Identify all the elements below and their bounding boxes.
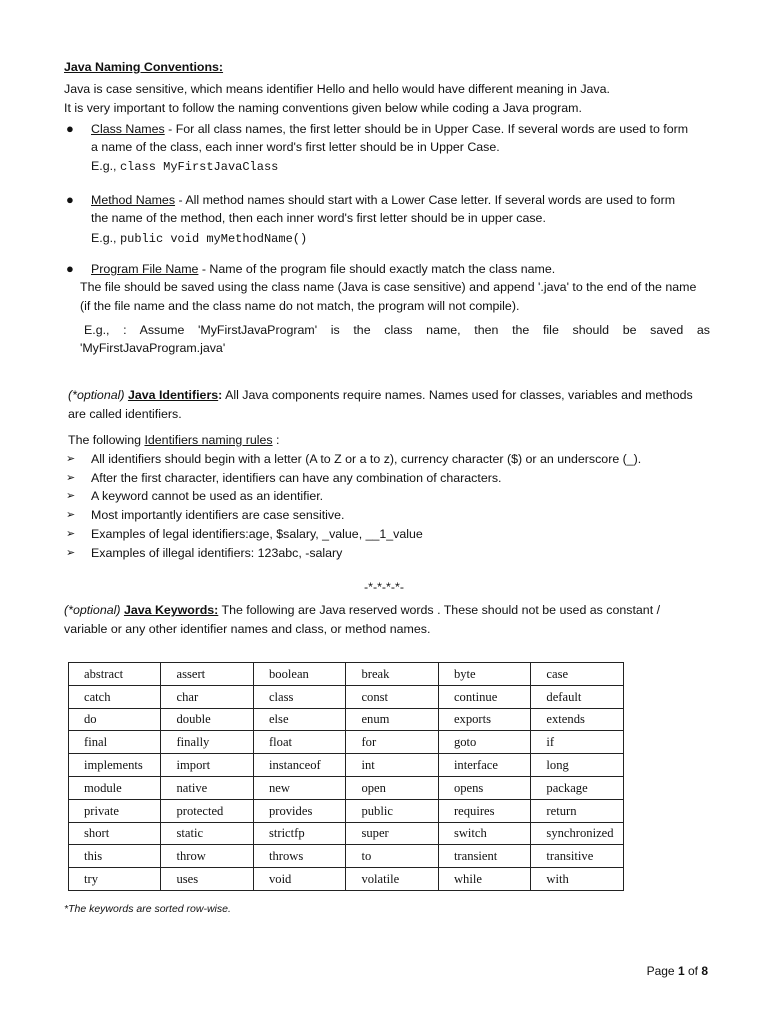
- identifiers-line-1: [68, 386, 718, 404]
- keywords-line-2: variable or any other identifier names and class, or method names.: [64, 622, 431, 636]
- table-cell: goto: [438, 731, 530, 754]
- table-row: [69, 822, 624, 845]
- table-cell: static: [161, 822, 253, 845]
- table-cell: assert: [161, 663, 253, 686]
- table-cell: boolean: [253, 663, 345, 686]
- rules-link: Identifiers naming rules: [144, 433, 273, 447]
- table-cell: open: [346, 776, 438, 799]
- table-row: [69, 754, 624, 777]
- rules-suffix: :: [272, 433, 280, 447]
- program-file-label: Program File Name: [91, 262, 199, 276]
- table-cell: case: [531, 663, 624, 686]
- identifiers-text: All Java components require names. Names used for classes, variables and methods: [222, 388, 693, 402]
- program-file-line-1: [91, 260, 721, 278]
- program-file-example-line-2: 'MyFirstJavaProgram.java': [80, 341, 226, 355]
- table-cell: abstract: [69, 663, 161, 686]
- keywords-line-1: [64, 601, 724, 619]
- table-cell: else: [253, 708, 345, 731]
- identifiers-colon: :: [218, 388, 223, 402]
- table-cell: char: [161, 685, 253, 708]
- intro-line-2: It is very important to follow the naming conventions given below while coding a Java program.: [64, 101, 582, 115]
- section-separator: -*-*-*-*-: [364, 580, 404, 594]
- table-cell: super: [346, 822, 438, 845]
- table-cell: default: [531, 685, 624, 708]
- table-cell: provides: [253, 799, 345, 822]
- table-cell: long: [531, 754, 624, 777]
- page-number: [600, 962, 708, 980]
- program-file-text: - Name of the program file should exactly match the class name.: [198, 262, 556, 276]
- bullet-icon: ●: [66, 192, 74, 207]
- table-cell: with: [531, 868, 624, 891]
- table-row: [69, 708, 624, 731]
- table-cell: catch: [69, 685, 161, 708]
- table-cell: uses: [161, 868, 253, 891]
- table-cell: to: [346, 845, 438, 868]
- rule-item: A keyword cannot be used as an identifier.: [91, 489, 324, 503]
- intro-line-1: Java is case sensitive, which means identifier Hello and hello would have different meaning in Java.: [64, 82, 610, 96]
- table-cell: this: [69, 845, 161, 868]
- class-names-line-2: a name of the class, each inner word's first letter should be in Upper Case.: [91, 140, 500, 154]
- method-names-code: public void myMethodName(): [119, 232, 308, 246]
- rule-item: Examples of illegal identifiers: 123abc, -salary: [91, 546, 343, 560]
- program-file-line-3: (if the file name and the class name do not match, the program will not compile).: [80, 299, 520, 313]
- table-cell: return: [531, 799, 624, 822]
- table-cell: throw: [161, 845, 253, 868]
- arrow-bullet-icon: ➢: [66, 490, 76, 502]
- method-names-line-1: [91, 191, 721, 209]
- keywords-text: The following are Java reserved words . These should not be used as constant /: [218, 603, 661, 617]
- table-cell: transient: [438, 845, 530, 868]
- table-cell: const: [346, 685, 438, 708]
- table-row: [69, 685, 624, 708]
- table-row: [69, 799, 624, 822]
- keywords-heading: Java Keywords:: [123, 603, 219, 617]
- method-names-line-2: the name of the method, then each inner word's first letter should be in upper case.: [91, 211, 546, 225]
- table-cell: package: [531, 776, 624, 799]
- page-title: Java Naming Conventions:: [64, 60, 224, 74]
- table-cell: transitive: [531, 845, 624, 868]
- rule-item: After the first character, identifiers can have any combination of characters.: [91, 471, 502, 485]
- method-names-label: Method Names: [91, 193, 176, 207]
- rule-item: Examples of legal identifiers:age, $salary, _value, __1_value: [91, 527, 423, 541]
- identifiers-optional: (*optional): [68, 388, 125, 402]
- table-cell: implements: [69, 754, 161, 777]
- table-cell: new: [253, 776, 345, 799]
- table-cell: volatile: [346, 868, 438, 891]
- keywords-footnote: *The keywords are sorted row-wise.: [64, 903, 231, 915]
- table-cell: synchronized: [531, 822, 624, 845]
- identifiers-heading: Java Identifiers: [127, 388, 219, 402]
- table-cell: private: [69, 799, 161, 822]
- page-total: 8: [701, 964, 708, 978]
- table-row: [69, 731, 624, 754]
- class-names-code: class MyFirstJavaClass: [119, 160, 279, 174]
- table-cell: if: [531, 731, 624, 754]
- arrow-bullet-icon: ➢: [66, 528, 76, 540]
- table-cell: continue: [438, 685, 530, 708]
- page-of-label: of: [684, 964, 702, 978]
- class-names-example: [91, 157, 278, 176]
- table-cell: final: [69, 731, 161, 754]
- rule-item: All identifiers should begin with a letter (A to Z or a to z), currency character ($) or an underscore (_).: [91, 452, 642, 466]
- table-cell: extends: [531, 708, 624, 731]
- table-cell: try: [69, 868, 161, 891]
- program-file-example-line-1: E.g., : Assume 'MyFirstJavaProgram' is the class name, then the file should be saved as: [84, 323, 710, 337]
- arrow-bullet-icon: ➢: [66, 453, 76, 465]
- table-cell: void: [253, 868, 345, 891]
- class-names-label: Class Names: [91, 122, 165, 136]
- table-cell: opens: [438, 776, 530, 799]
- table-cell: exports: [438, 708, 530, 731]
- table-cell: double: [161, 708, 253, 731]
- method-names-example: [91, 229, 307, 248]
- rule-item: Most importantly identifiers are case sensitive.: [91, 508, 345, 522]
- table-cell: finally: [161, 731, 253, 754]
- table-row: [69, 868, 624, 891]
- table-cell: public: [346, 799, 438, 822]
- bullet-icon: ●: [66, 121, 74, 136]
- table-cell: instanceof: [253, 754, 345, 777]
- table-cell: byte: [438, 663, 530, 686]
- bullet-icon: ●: [66, 261, 74, 276]
- keywords-optional: (*optional): [64, 603, 121, 617]
- table-cell: requires: [438, 799, 530, 822]
- table-cell: interface: [438, 754, 530, 777]
- method-names-text: - All method names should start with a Lower Case letter. If several words are used to form: [175, 193, 676, 207]
- table-cell: int: [346, 754, 438, 777]
- class-names-text: - For all class names, the first letter should be in Upper Case. If several words are used to form: [164, 122, 689, 136]
- table-cell: while: [438, 868, 530, 891]
- arrow-bullet-icon: ➢: [66, 472, 76, 484]
- table-cell: protected: [161, 799, 253, 822]
- arrow-bullet-icon: ➢: [66, 547, 76, 559]
- rules-prefix: The following: [68, 433, 145, 447]
- table-cell: enum: [346, 708, 438, 731]
- page-current: 1: [677, 964, 685, 978]
- class-names-line-1: [91, 120, 721, 138]
- arrow-bullet-icon: ➢: [66, 509, 76, 521]
- table-cell: float: [253, 731, 345, 754]
- table-cell: short: [69, 822, 161, 845]
- page-label: Page: [646, 964, 678, 978]
- table-row: [69, 845, 624, 868]
- identifiers-rules-intro: [68, 431, 279, 449]
- table-cell: native: [161, 776, 253, 799]
- table-cell: throws: [253, 845, 345, 868]
- table-cell: do: [69, 708, 161, 731]
- table-cell: module: [69, 776, 161, 799]
- table-cell: strictfp: [253, 822, 345, 845]
- table-cell: break: [346, 663, 438, 686]
- table-row: [69, 663, 624, 686]
- keywords-table: [68, 662, 624, 891]
- eg-prefix: E.g.,: [91, 159, 120, 173]
- table-cell: class: [253, 685, 345, 708]
- eg-prefix: E.g.,: [91, 231, 120, 245]
- table-cell: import: [161, 754, 253, 777]
- table-cell: switch: [438, 822, 530, 845]
- program-file-line-2: The file should be saved using the class name (Java is case sensitive) and append '.java' to the end of the name: [80, 280, 697, 294]
- table-row: [69, 776, 624, 799]
- identifiers-line-2: are called identifiers.: [68, 407, 182, 421]
- table-cell: for: [346, 731, 438, 754]
